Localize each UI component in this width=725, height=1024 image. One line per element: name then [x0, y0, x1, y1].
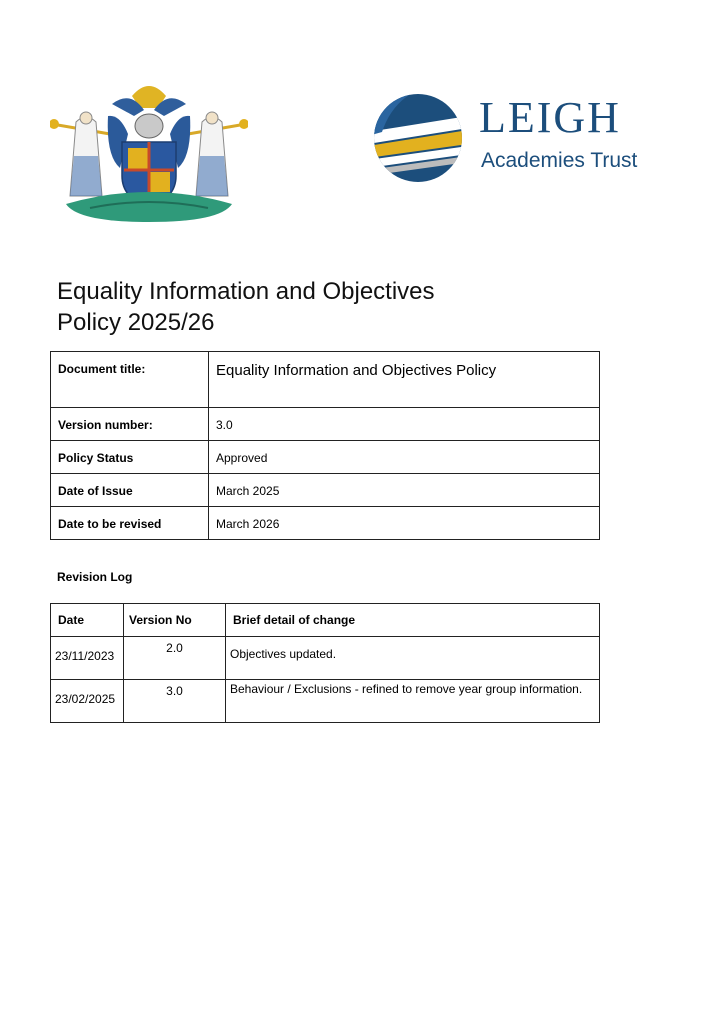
table-row: [51, 507, 600, 540]
table-row: [51, 441, 600, 474]
policy-status-value: Approved: [209, 441, 600, 474]
title-line-2: Policy 2025/26: [57, 309, 215, 336]
document-info-table: [50, 351, 600, 540]
document-title-value: Equality Information and Objectives Policy: [209, 352, 600, 408]
revision-log-table: [50, 603, 600, 723]
column-header-date: Date: [51, 604, 124, 637]
leigh-academies-trust-logo: [372, 92, 652, 184]
document-title-label: Document title:: [51, 352, 209, 408]
table-row: [51, 680, 600, 723]
page-title: [57, 276, 435, 338]
revision-change: Behaviour / Exclusions - refined to remove year group information.: [226, 680, 600, 723]
revision-date: 23/11/2023: [51, 637, 124, 680]
date-of-issue-label: Date of Issue: [51, 474, 209, 507]
date-to-be-revised-value: March 2026: [209, 507, 600, 540]
date-to-be-revised-label: Date to be revised: [51, 507, 209, 540]
title-line-1: Equality Information and Objectives: [57, 278, 435, 305]
table-row: [51, 408, 600, 441]
table-row: [51, 637, 600, 680]
coat-of-arms-crest: [50, 76, 248, 222]
revision-date: 23/02/2025: [51, 680, 124, 723]
table-row: [51, 474, 600, 507]
version-number-label: Version number:: [51, 408, 209, 441]
table-row: [51, 352, 600, 408]
policy-status-label: Policy Status: [51, 441, 209, 474]
logo-name: LEIGH: [479, 93, 621, 142]
revision-log-heading: Revision Log: [57, 570, 133, 584]
column-header-version: Version No: [124, 604, 226, 637]
version-number-value: 3.0: [209, 408, 600, 441]
leigh-logo-mark-icon: [372, 92, 464, 184]
revision-version: 2.0: [124, 637, 226, 680]
column-header-change: Brief detail of change: [226, 604, 600, 637]
table-header-row: [51, 604, 600, 637]
revision-change: Objectives updated.: [226, 637, 600, 680]
date-of-issue-value: March 2025: [209, 474, 600, 507]
logo-subtitle: Academies Trust: [481, 149, 638, 172]
revision-version: 3.0: [124, 680, 226, 723]
